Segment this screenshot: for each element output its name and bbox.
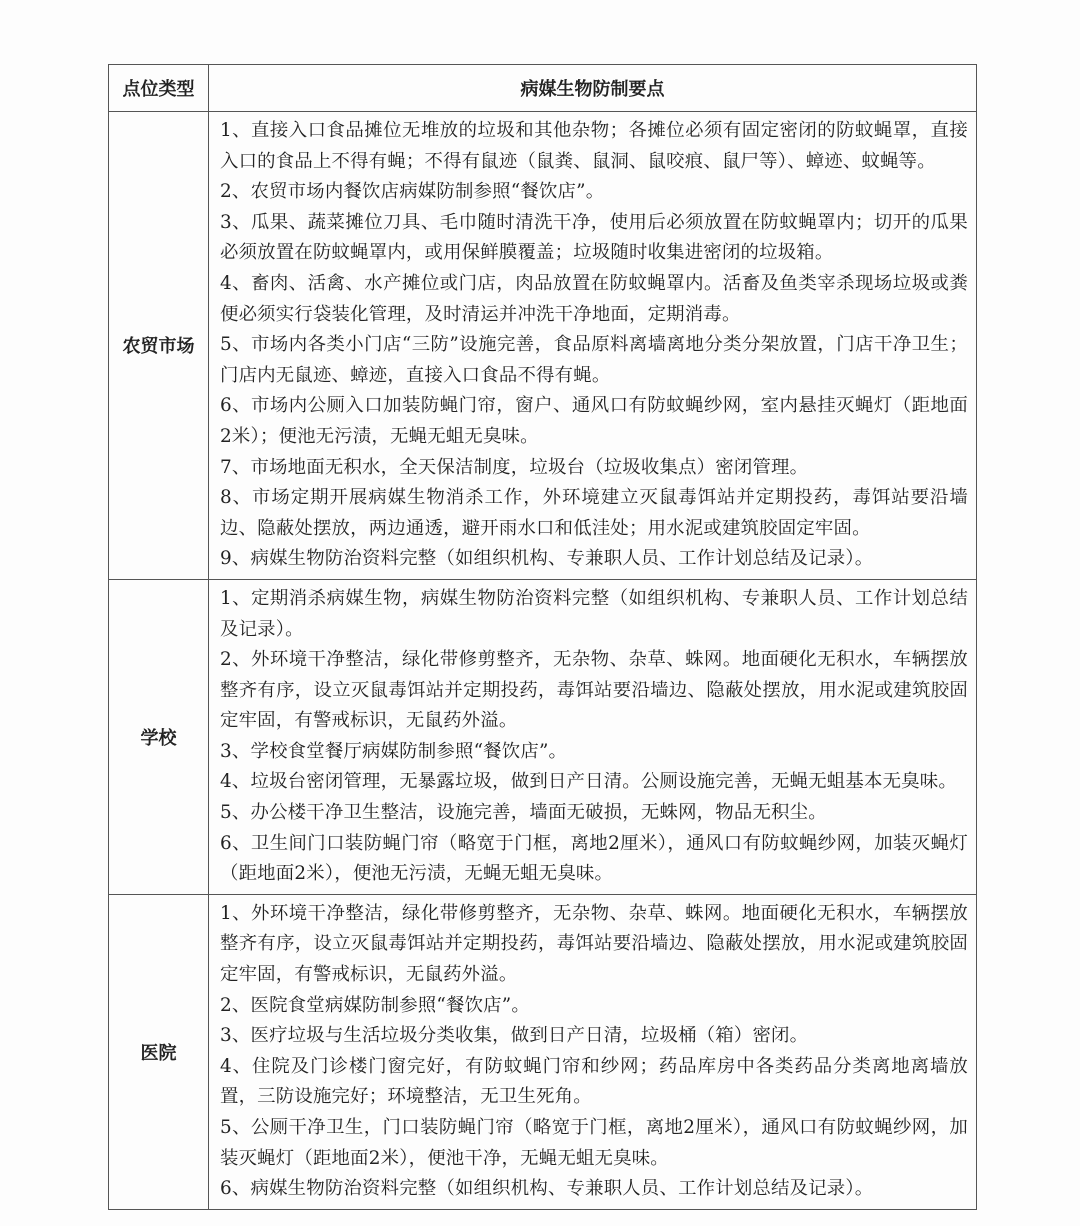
control-point-item: 5、市场内各类小门店“三防”设施完善，食品原料离墙离地分类分架放置，门店干净卫生；门店内无鼠迹、蟑迹，直接入口食品不得有蝇。 — [220, 334, 968, 386]
control-point-item: 3、瓜果、蔬菜摊位刀具、毛巾随时清洗干净，使用后必须放置在防蚊蝇罩内；切开的瓜果必须放置在防蚊蝇罩内，或用保鲜膜覆盖；垃圾随时收集进密闭的垃圾箱。 — [220, 211, 968, 264]
control-point-item: 2、外环境干净整洁，绿化带修剪整齐，无杂物、杂草、蛛网。地面硬化无积水，车辆摆放整齐有序，设立灭鼠毒饵站并定期投药，毒饵站要沿墙边、隐蔽处摆放，用水泥或建筑胶固定牢固，有警戒标识，无鼠药外溢。 — [220, 649, 968, 732]
table-row — [109, 112, 977, 580]
control-point-item: 6、卫生间门口装防蝇门帘（略宽于门框，离地2厘米），通风口有防蚊蝇纱网，加装灭蝇灯（距地面2米），便池无污渍，无蝇无蛆无臭味。 — [220, 832, 968, 885]
control-points-cell — [209, 894, 977, 1209]
control-point-item: 1、定期消杀病媒生物，病媒生物防治资料完整（如组织机构、专兼职人员、工作计划总结及记录）。 — [220, 587, 968, 640]
control-points-cell — [209, 579, 977, 894]
vector-control-table — [108, 64, 977, 1210]
location-type-cell: 医院 — [109, 894, 209, 1209]
control-point-item: 8、市场定期开展病媒生物消杀工作，外环境建立灭鼠毒饵站并定期投药，毒饵站要沿墙边、隐蔽处摆放，两边通透，避开雨水口和低洼处；用水泥或建筑胶固定牢固。 — [220, 487, 968, 539]
header-location-type: 点位类型 — [109, 65, 209, 112]
control-point-item: 1、外环境干净整洁，绿化带修剪整齐，无杂物、杂草、蛛网。地面硬化无积水，车辆摆放整齐有序，设立灭鼠毒饵站并定期投药，毒饵站要沿墙边、隐蔽处摆放，用水泥或建筑胶固定牢固，有警戒标识，无鼠药外溢。 — [220, 902, 968, 986]
control-point-item: 3、医疗垃圾与生活垃圾分类收集，做到日产日清，垃圾桶（箱）密闭。 — [220, 1025, 809, 1047]
control-point-item: 1、直接入口食品摊位无堆放的垃圾和其他杂物；各摊位必须有固定密闭的防蚊蝇罩，直接入口的食品上不得有蝇；不得有鼠迹（鼠粪、鼠洞、鼠咬痕、鼠尸等）、蟑迹、蚊蝇等。 — [220, 120, 968, 172]
table-header-row — [109, 65, 977, 112]
control-point-item: 6、市场内公厕入口加装防蝇门帘，窗户、通风口有防蚊蝇纱网，室内悬挂灭蝇灯（距地面2米）；便池无污渍，无蝇无蛆无臭味。 — [220, 395, 968, 447]
control-point-item: 5、公厕干净卫生，门口装防蝇门帘（略宽于门框，离地2厘米），通风口有防蚊蝇纱网，加装灭蝇灯（距地面2米），便池干净，无蝇无蛆无臭味。 — [220, 1117, 968, 1169]
control-point-item: 7、市场地面无积水，全天保洁制度，垃圾台（垃圾收集点）密闭管理。 — [220, 456, 809, 478]
location-type-cell: 农贸市场 — [109, 112, 209, 580]
location-type-cell: 学校 — [109, 579, 209, 894]
control-point-item: 2、医院食堂病媒防制参照“餐饮店”。 — [220, 994, 530, 1016]
table-row — [109, 579, 977, 894]
table-row — [109, 894, 977, 1209]
header-control-points: 病媒生物防制要点 — [209, 65, 977, 112]
control-point-item: 5、办公楼干净卫生整洁，设施完善，墙面无破损，无蛛网，物品无积尘。 — [220, 802, 827, 824]
control-point-item: 6、病媒生物防治资料完整（如组织机构、专兼职人员、工作计划总结及记录）。 — [220, 1178, 874, 1200]
control-point-item: 4、垃圾台密闭管理，无暴露垃圾，做到日产日清。公厕设施完善，无蝇无蛆基本无臭味。 — [220, 771, 957, 793]
control-point-item: 3、学校食堂餐厅病媒防制参照“餐饮店”。 — [220, 740, 568, 762]
control-point-item: 2、农贸市场内餐饮店病媒防制参照“餐饮店”。 — [220, 181, 605, 203]
control-point-item: 9、病媒生物防治资料完整（如组织机构、专兼职人员、工作计划总结及记录）。 — [220, 548, 874, 570]
control-points-cell — [209, 112, 977, 580]
control-point-item: 4、住院及门诊楼门窗完好，有防蚊蝇门帘和纱网；药品库房中各类药品分类离地离墙放置，三防设施完好；环境整洁，无卫生死角。 — [220, 1055, 968, 1108]
control-point-item: 4、畜肉、活禽、水产摊位或门店，肉品放置在防蚊蝇罩内。活畜及鱼类宰杀现场垃圾或粪便必须实行袋装化管理，及时清运并冲洗干净地面，定期消毒。 — [220, 272, 968, 325]
